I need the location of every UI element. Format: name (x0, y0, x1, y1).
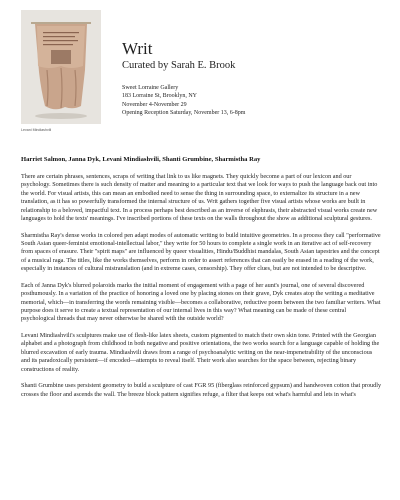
essay-body (21, 173, 382, 407)
essay-paragraph: Levani Mindiashvili's sculptures make use of flesh-like latex sheets, custom pigmented to match their own skin tone. Printed with the Georgian alphabet and a photograph from childhood in both negative and positive orientations, the two works search for a language capable of holding the blurred excavation of early trauma. Mindiashvili draws from a range of psychoanalytic writing on the near-impenetrability of the unconscious and its paradoxically persistent—if encoded—attempts to reveal itself. Their work also searches for the space between, rejecting binary constructions of reality. (21, 332, 380, 373)
essay-paragraph: There are certain phrases, sentences, scraps of writing that link to us like magnets. They quickly become a part of our lexicon and our psychology. Sometimes there is such density of matter and meaning to a particular text that we look for ways to push the language back out into the world. For visual artists, this can mean an embodied need to sense the thing in surrounding space, to externalize its structure in a new translation, as it has so powerfully transformed the internal structure of us. Writ gathers together five visual artists whose works are built in relationship to a beloved, impactful text. In a process perhaps best described as an inverse of ekphrasis, their abstracted visual works create new languages to hold the texts' meanings. I've inscribed portions of these texts on the walls throughout the show as additional sculptural gestures. (21, 173, 378, 223)
gallery-address: 183 Lorraine St, Brooklyn, NY (122, 93, 197, 100)
venue-info (122, 84, 245, 117)
exhibition-title: Writ (122, 39, 153, 58)
essay-paragraph: Shanti Grumbine uses persistent geometry to build a sculpture of cast FGR 95 (fiberglass reinforced gypsum) and handwoven cotton that proudly crosses the floor and ascends the wall. The breeze block pattern signifies refuge, a filter that keeps out what's harmful and lets in what's (21, 382, 382, 398)
essay-paragraph: Each of Janna Dyk's blurred polaroids marks the initial moment of engagement with a page of her aunt's journal, one of several discovered posthumously. In a variation of the practice of honoring a loved one by placing stones on their grave, Dyk creates atop the writing a meditative memorial, which—in transferring the words remaining visible—becomes a collaborative, reductive poem between the two familiar writers. What purpose does it serve to create a textual representation of our internal lives in this way? What meaning can be made of these central psychological threads that may never otherwise be shared with the outside world? (21, 281, 381, 323)
artists-list: Harriet Salmon, Janna Dyk, Levani Mindiashvili, Shanti Grumbine, Sharmistha Ray (21, 156, 261, 163)
exhibition-dates: November 4-November 29 (122, 101, 187, 108)
curator-line: Curated by Sarah E. Brook (122, 60, 236, 71)
gallery-name: Sweet Lorraine Gallery (122, 85, 179, 91)
artwork-image (21, 10, 101, 124)
essay-paragraph: Sharmistha Ray's dense works in colored pen adapt modes of automatic writing to build intuitive geometries. In a process they call "performative South Asian queer-feminist emotional-intellectual labor," they write for 50 hours to complete a single work in an iterative act of self-recovery from spaces of erasure. Their "spirit maps" are influenced by queer visualities, Hindu/Buddhist mandalas, South Asian tapestries and the concept of a musical raga. The titles, like the works themselves, perform in order to assert references that can easily be erased in a reading of the work, especially in instances of cultural mistranslation (and in extreme cases, censorship). They offer clues, but are not intended to be descriptive. (21, 231, 381, 273)
latex-sculpture-graphic (21, 10, 101, 124)
artwork-caption: Levani Mindiashvili (21, 128, 52, 132)
opening-reception: Opening Reception Saturday, November 13, 6-8pm (122, 109, 246, 116)
